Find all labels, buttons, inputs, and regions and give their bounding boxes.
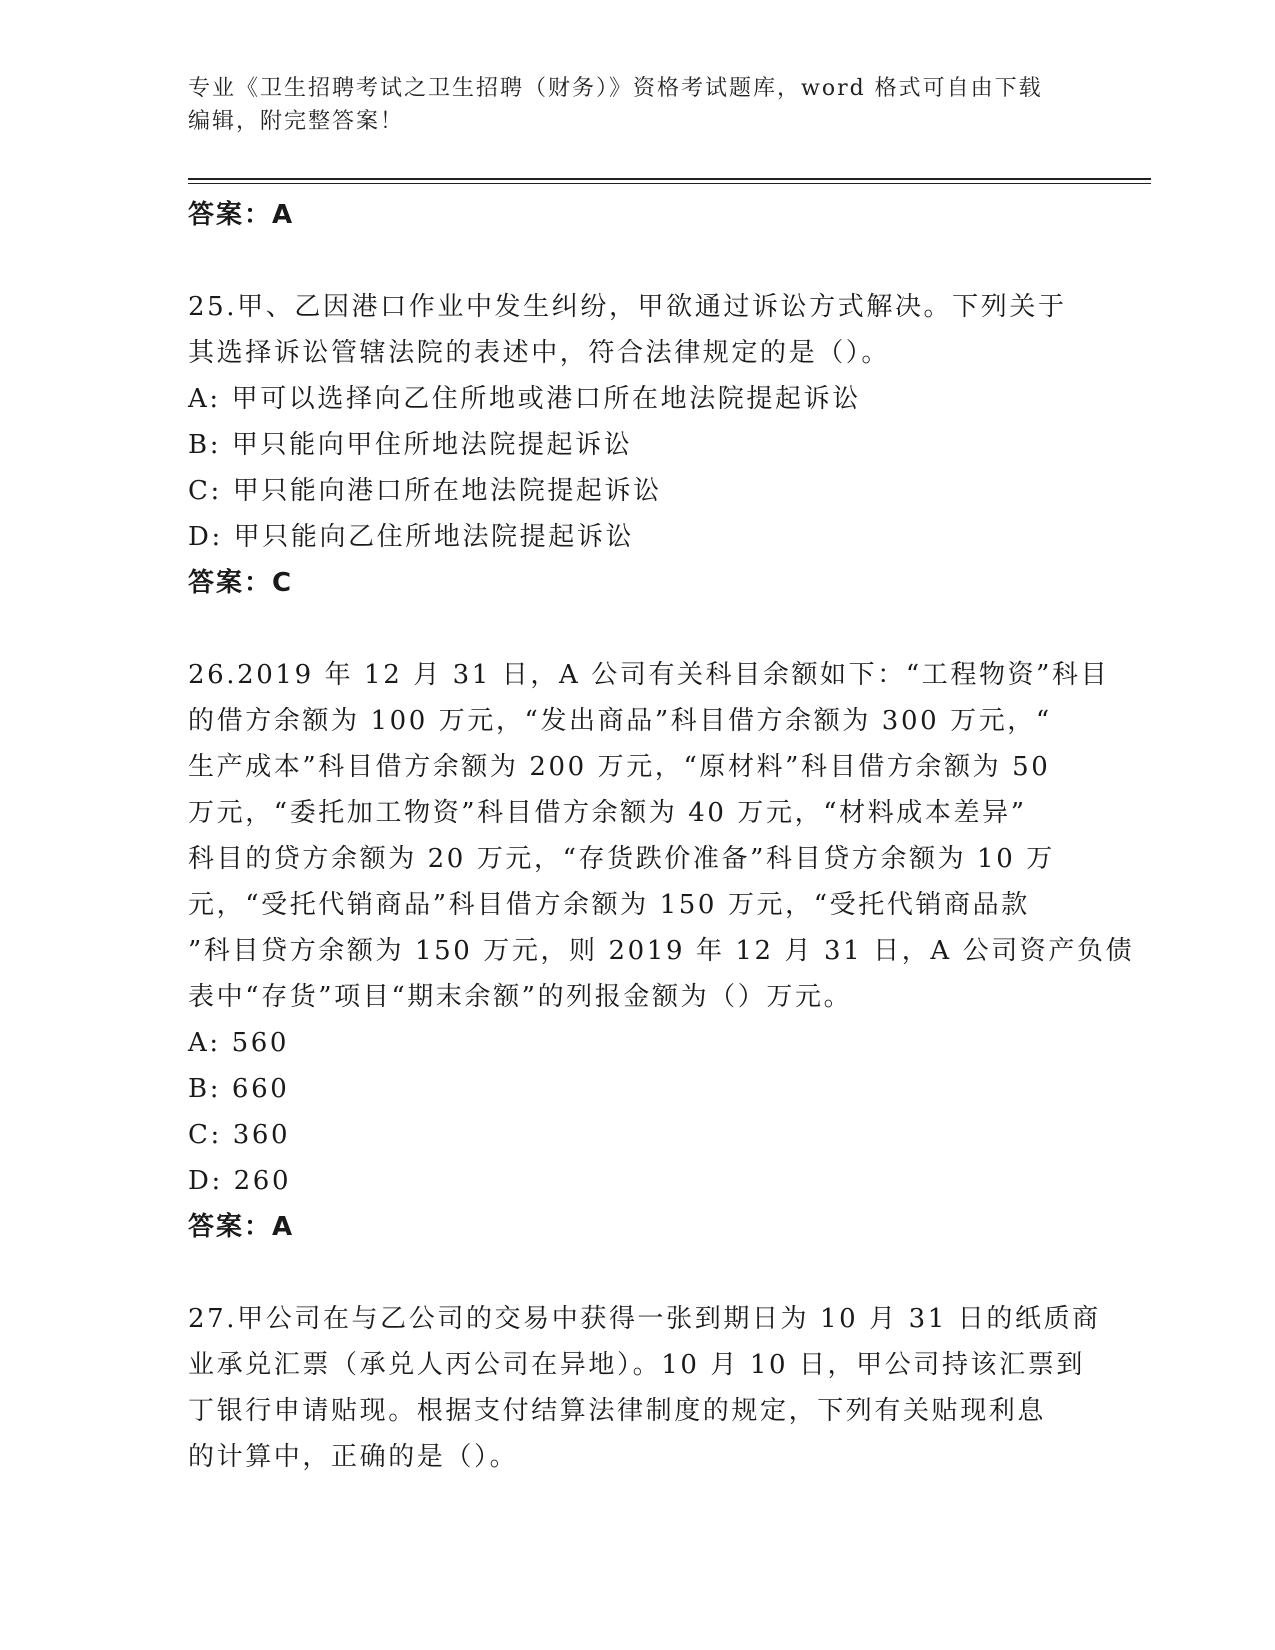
option-a: A: 560 [188, 1028, 290, 1058]
header-line-1: 专业《卫生招聘考试之卫生招聘（财务）》资格考试题库，word 格式可自由下载 [188, 76, 1043, 101]
question-text-line: 元，“受托代销商品”科目借方余额为 150 万元，“受托代销商品款 [188, 890, 1030, 920]
header-divider [188, 178, 1151, 184]
document-body [188, 192, 1135, 1480]
answer: 答案：C [188, 568, 294, 598]
spacer [188, 238, 1088, 284]
question-text-line: 生产成本”科目借方余额为 200 万元，“原材料”科目借方余额为 50 [188, 752, 1051, 782]
option-c: C: 360 [188, 1120, 291, 1150]
question-text-line: 万元，“委托加工物资”科目借方余额为 40 万元，“材料成本差异” [188, 798, 1027, 828]
divider-thin [188, 183, 1151, 184]
option-a: A: 甲可以选择向乙住所地或港口所在地法院提起诉讼 [188, 384, 861, 414]
question-text-line: 的借方余额为 100 万元，“发出商品”科目借方余额为 300 万元，“ [188, 706, 1052, 736]
question-text-line: 的计算中，正确的是（）。 [188, 1442, 519, 1472]
question-text-line: ”科目贷方余额为 150 万元，则 2019 年 12 月 31 日，A 公司资产负债 [188, 936, 1135, 966]
option-b: B: 660 [188, 1074, 290, 1104]
question-text-line: 科目的贷方余额为 20 万元，“存货跌价准备”科目贷方余额为 10 万 [188, 844, 1055, 874]
question-26 [188, 652, 1135, 1250]
page-header [188, 72, 1068, 138]
option-d: D: 甲只能向乙住所地法院提起诉讼 [188, 522, 635, 552]
answer: 答案：A [188, 1212, 295, 1242]
question-text-line: 业承兑汇票（承兑人丙公司在异地）。10 月 10 日，甲公司持该汇票到 [188, 1350, 1085, 1380]
question-text-line: 27.甲公司在与乙公司的交易中获得一张到期日为 10 月 31 日的纸质商 [188, 1304, 1101, 1334]
divider-thick [188, 178, 1151, 180]
question-text-line: 表中“存货”项目“期末余额”的列报金额为（）万元。 [188, 982, 853, 1012]
spacer [188, 606, 1088, 652]
question-text-line: 26.2019 年 12 月 31 日，A 公司有关科目余额如下：“工程物资”科目 [188, 660, 1110, 690]
question-25 [188, 284, 1088, 606]
header-line-2: 编辑，附完整答案！ [188, 109, 405, 134]
option-d: D: 260 [188, 1166, 292, 1196]
option-c: C: 甲只能向港口所在地法院提起诉讼 [188, 476, 662, 506]
question-text-line: 其选择诉讼管辖法院的表述中，符合法律规定的是（）。 [188, 338, 891, 368]
previous-answer: 答案：A [188, 200, 295, 230]
question-text-line: 丁银行申请贴现。根据支付结算法律制度的规定，下列有关贴现利息 [188, 1396, 1047, 1426]
option-b: B: 甲只能向甲住所地法院提起诉讼 [188, 430, 633, 460]
spacer [188, 1250, 1088, 1296]
question-27 [188, 1296, 1101, 1480]
question-text-line: 25.甲、乙因港口作业中发生纠纷，甲欲通过诉讼方式解决。下列关于 [188, 292, 1067, 322]
